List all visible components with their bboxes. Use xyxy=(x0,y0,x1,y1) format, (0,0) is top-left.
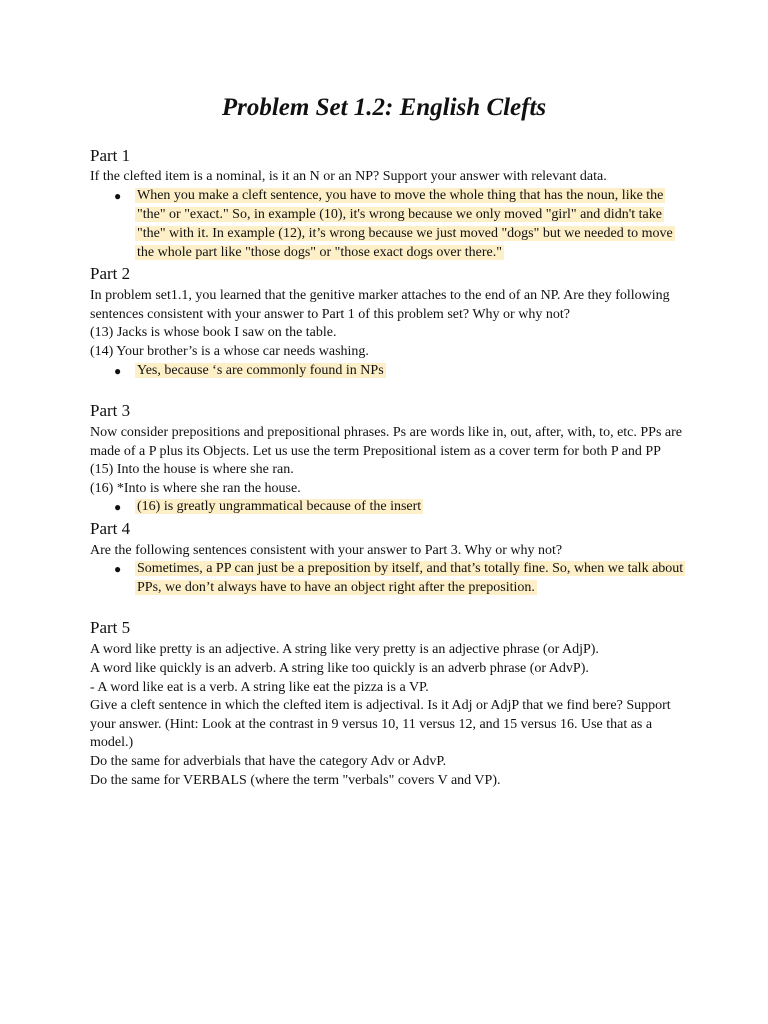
part3-text-line: Now consider prepositions and prepositional phrases. Ps are words like in, out, after, with, to, etc. PPs are xyxy=(90,425,682,440)
part2-answer-line: Yes, because ‘s are commonly found in NPs xyxy=(137,363,384,378)
part3-example: (15) Into the house is where she ran. xyxy=(90,462,294,477)
part4-answer-line: PPs, we don’t always have to have an object right after the preposition. xyxy=(137,580,535,595)
part5-text-line: A word like quickly is an adverb. A string like too quickly is an adverb phrase (or AdvP). xyxy=(90,661,589,676)
bullet-icon: ● xyxy=(114,562,122,576)
part2-example: (14) Your brother’s is a whose car needs washing. xyxy=(90,344,369,359)
bullet-icon: ● xyxy=(114,189,122,203)
part2-heading: Part 2 xyxy=(90,264,131,283)
part5-text-line: A word like pretty is an adjective. A string like very pretty is an adjective phrase (or AdjP). xyxy=(90,642,599,657)
part2-example: (13) Jacks is whose book I saw on the table. xyxy=(90,325,337,340)
part1-answer-line: "the" or "exact." So, in example (10), it's wrong because we only moved "girl" and didn't take xyxy=(137,207,662,222)
part5-text-line: - A word like eat is a verb. A string like eat the pizza is a VP. xyxy=(90,680,429,695)
part4-answer-line: Sometimes, a PP can just be a preposition by itself, and that’s totally fine. So, when we talk about xyxy=(137,561,684,576)
part4-heading: Part 4 xyxy=(90,519,131,538)
part5-text-line: Do the same for VERBALS (where the term "verbals" covers V and VP). xyxy=(90,773,501,788)
part2-text-line: In problem set1.1, you learned that the genitive marker attaches to the end of an NP. Are they following xyxy=(90,288,670,303)
part3-text-line: made of a P plus its Objects. Let us use the term Prepositional istem as a cover term for both P and PP xyxy=(90,444,661,459)
bullet-icon: ● xyxy=(114,500,122,514)
page-title: Problem Set 1.2: English Clefts xyxy=(221,94,547,121)
part5-text-line: Do the same for adverbials that have the category Adv or AdvP. xyxy=(90,754,447,769)
part4-text-line: Are the following sentences consistent with your answer to Part 3. Why or why not? xyxy=(90,543,563,558)
part3-heading: Part 3 xyxy=(90,401,131,420)
part2-text-line: sentences consistent with your answer to Part 1 of this problem set? Why or why not? xyxy=(90,307,570,322)
part5-text-line: model.) xyxy=(90,735,134,750)
part3-example: (16) *Into is where she ran the house. xyxy=(90,481,301,496)
part3-answer-line: (16) is greatly ungrammatical because of the insert xyxy=(137,499,422,514)
part1-answer-line: the whole part like "those dogs" or "those exact dogs over there." xyxy=(137,245,502,260)
part5-text-line: your answer. (Hint: Look at the contrast in 9 versus 10, 11 versus 12, and 15 versus 16. Use that as a xyxy=(90,717,653,732)
part1-answer-line: When you make a cleft sentence, you have to move the whole thing that has the noun, like the xyxy=(137,188,664,203)
part5-text-line: Give a cleft sentence in which the clefted item is adjectival. Is it Adj or AdjP that we find bere? Support xyxy=(90,698,671,713)
part1-question: If the clefted item is a nominal, is it an N or an NP? Support your answer with relevant data. xyxy=(90,169,607,184)
bullet-icon: ● xyxy=(114,364,122,378)
part1-heading: Part 1 xyxy=(90,146,131,165)
part1-answer-line: "the" with it. In example (12), it’s wrong because we just moved "dogs" but we needed to move xyxy=(137,226,673,241)
part5-heading: Part 5 xyxy=(90,618,131,637)
